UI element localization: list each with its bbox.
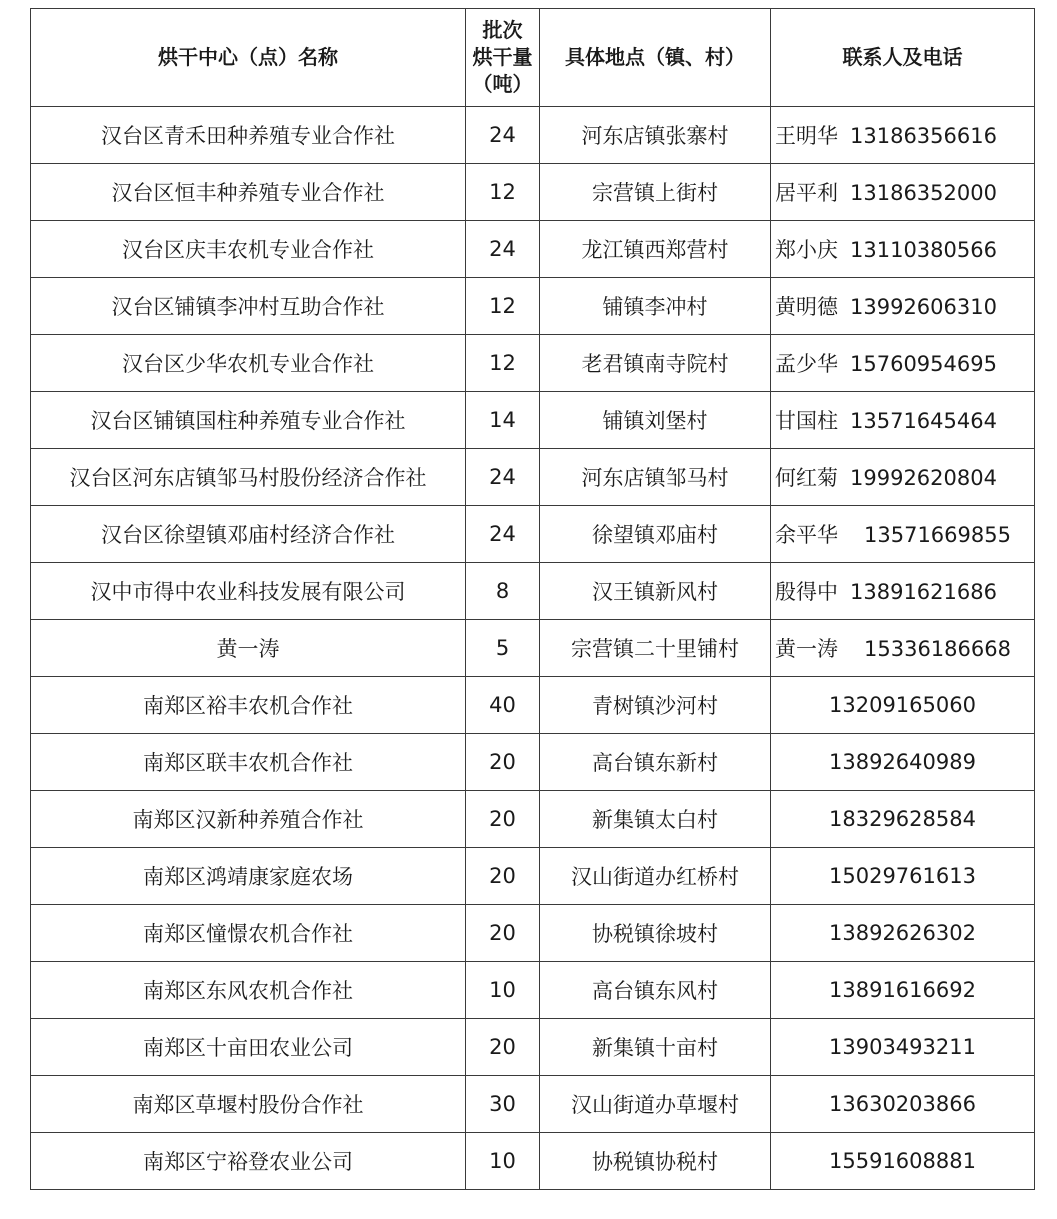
cell-contact xyxy=(771,1076,1035,1133)
cell-location: 高台镇东新村 xyxy=(540,734,771,791)
cell-center-name: 南郑区十亩田农业公司 xyxy=(31,1019,466,1076)
cell-location: 龙江镇西郑营村 xyxy=(540,221,771,278)
table-row xyxy=(31,449,1035,506)
contact-phone: 13186356616 xyxy=(850,124,997,148)
cell-location: 铺镇李冲村 xyxy=(540,278,771,335)
cell-contact xyxy=(771,677,1035,734)
cell-capacity: 24 xyxy=(466,506,540,563)
cell-center-name: 汉台区河东店镇邹马村股份经济合作社 xyxy=(31,449,466,506)
table-row xyxy=(31,506,1035,563)
cell-location: 协税镇徐坡村 xyxy=(540,905,771,962)
cell-capacity: 12 xyxy=(466,278,540,335)
contact-phone: 13992606310 xyxy=(850,295,997,319)
contact-phone: 13891621686 xyxy=(850,580,997,604)
contact-person: 黄明德 xyxy=(775,295,838,319)
cell-capacity: 12 xyxy=(466,335,540,392)
cell-center-name: 汉台区铺镇国柱种养殖专业合作社 xyxy=(31,392,466,449)
cell-location: 青树镇沙河村 xyxy=(540,677,771,734)
cell-contact xyxy=(771,734,1035,791)
cell-center-name: 南郑区东风农机合作社 xyxy=(31,962,466,1019)
cell-location: 老君镇南寺院村 xyxy=(540,335,771,392)
contact-person: 何红菊 xyxy=(775,466,838,490)
cell-capacity: 12 xyxy=(466,164,540,221)
cell-contact xyxy=(771,392,1035,449)
table-row xyxy=(31,335,1035,392)
contact-phone: 15591608881 xyxy=(829,1149,976,1173)
cell-capacity: 20 xyxy=(466,791,540,848)
contact-phone: 15029761613 xyxy=(829,864,976,888)
contact-person: 居平利 xyxy=(775,181,838,205)
cell-location: 铺镇刘堡村 xyxy=(540,392,771,449)
cell-location: 汉山街道办草堰村 xyxy=(540,1076,771,1133)
cell-center-name: 汉台区青禾田种养殖专业合作社 xyxy=(31,107,466,164)
table-row xyxy=(31,620,1035,677)
contact-person: 黄一涛 xyxy=(775,637,838,661)
contact-person: 郑小庆 xyxy=(775,238,838,262)
table-row xyxy=(31,905,1035,962)
table-row xyxy=(31,848,1035,905)
header-capacity-line: 批次 xyxy=(482,18,523,42)
cell-capacity: 5 xyxy=(466,620,540,677)
cell-location: 新集镇太白村 xyxy=(540,791,771,848)
cell-center-name: 南郑区汉新种养殖合作社 xyxy=(31,791,466,848)
cell-capacity: 24 xyxy=(466,221,540,278)
cell-location: 河东店镇张寨村 xyxy=(540,107,771,164)
contact-phone: 19992620804 xyxy=(850,466,997,490)
table-row xyxy=(31,1019,1035,1076)
contact-phone: 13209165060 xyxy=(829,693,976,717)
cell-center-name: 汉台区少华农机专业合作社 xyxy=(31,335,466,392)
contact-phone: 13186352000 xyxy=(850,181,997,205)
cell-contact xyxy=(771,563,1035,620)
cell-capacity: 8 xyxy=(466,563,540,620)
cell-location: 宗营镇二十里铺村 xyxy=(540,620,771,677)
cell-center-name: 汉台区庆丰农机专业合作社 xyxy=(31,221,466,278)
cell-capacity: 20 xyxy=(466,1019,540,1076)
cell-location: 新集镇十亩村 xyxy=(540,1019,771,1076)
cell-center-name: 南郑区鸿靖康家庭农场 xyxy=(31,848,466,905)
cell-contact xyxy=(771,335,1035,392)
cell-capacity: 40 xyxy=(466,677,540,734)
cell-contact xyxy=(771,449,1035,506)
cell-contact xyxy=(771,848,1035,905)
cell-location: 协税镇协税村 xyxy=(540,1133,771,1190)
cell-center-name: 南郑区联丰农机合作社 xyxy=(31,734,466,791)
header-row xyxy=(31,9,1035,107)
contact-phone: 13892640989 xyxy=(829,750,976,774)
cell-location: 河东店镇邹马村 xyxy=(540,449,771,506)
contact-phone: 13891616692 xyxy=(829,978,976,1002)
header-capacity-line: 烘干量 xyxy=(472,45,533,69)
cell-center-name: 南郑区草堰村股份合作社 xyxy=(31,1076,466,1133)
cell-location: 汉王镇新风村 xyxy=(540,563,771,620)
header-location: 具体地点（镇、村） xyxy=(540,9,771,107)
table-row xyxy=(31,677,1035,734)
contact-phone: 13571645464 xyxy=(850,409,997,433)
cell-center-name: 汉台区铺镇李冲村互助合作社 xyxy=(31,278,466,335)
cell-contact xyxy=(771,905,1035,962)
cell-center-name: 南郑区憧憬农机合作社 xyxy=(31,905,466,962)
contact-phone: 13903493211 xyxy=(829,1035,976,1059)
table-row xyxy=(31,392,1035,449)
contact-person: 余平华 xyxy=(775,523,838,547)
cell-capacity: 20 xyxy=(466,905,540,962)
cell-center-name: 汉中市得中农业科技发展有限公司 xyxy=(31,563,466,620)
cell-capacity: 10 xyxy=(466,962,540,1019)
cell-center-name: 南郑区宁裕登农业公司 xyxy=(31,1133,466,1190)
header-capacity xyxy=(466,9,540,107)
contact-phone: 13110380566 xyxy=(850,238,997,262)
table-row xyxy=(31,791,1035,848)
cell-location: 宗营镇上街村 xyxy=(540,164,771,221)
cell-contact xyxy=(771,278,1035,335)
contact-phone: 18329628584 xyxy=(829,807,976,831)
header-name: 烘干中心（点）名称 xyxy=(31,9,466,107)
contact-phone: 15760954695 xyxy=(850,352,997,376)
table-row xyxy=(31,962,1035,1019)
table-row xyxy=(31,1133,1035,1190)
contact-phone: 13892626302 xyxy=(829,921,976,945)
cell-contact xyxy=(771,1019,1035,1076)
cell-location: 汉山街道办红桥村 xyxy=(540,848,771,905)
cell-contact xyxy=(771,791,1035,848)
header-capacity-line: （吨） xyxy=(472,72,533,96)
cell-contact xyxy=(771,1133,1035,1190)
cell-center-name: 黄一涛 xyxy=(31,620,466,677)
cell-capacity: 24 xyxy=(466,449,540,506)
cell-contact xyxy=(771,107,1035,164)
cell-center-name: 汉台区徐望镇邓庙村经济合作社 xyxy=(31,506,466,563)
table-row xyxy=(31,221,1035,278)
table-row xyxy=(31,278,1035,335)
table-row xyxy=(31,107,1035,164)
cell-capacity: 30 xyxy=(466,1076,540,1133)
header-contact: 联系人及电话 xyxy=(771,9,1035,107)
contact-phone: 15336186668 xyxy=(864,637,1011,661)
cell-contact xyxy=(771,620,1035,677)
table-row xyxy=(31,164,1035,221)
table-body xyxy=(31,107,1035,1190)
cell-capacity: 14 xyxy=(466,392,540,449)
cell-capacity: 20 xyxy=(466,734,540,791)
cell-center-name: 汉台区恒丰种养殖专业合作社 xyxy=(31,164,466,221)
cell-contact xyxy=(771,221,1035,278)
contact-phone: 13571669855 xyxy=(864,523,1011,547)
cell-contact xyxy=(771,962,1035,1019)
cell-contact xyxy=(771,164,1035,221)
contact-person: 甘国柱 xyxy=(775,409,838,433)
contact-person: 王明华 xyxy=(775,124,838,148)
contact-phone: 13630203866 xyxy=(829,1092,976,1116)
table-row xyxy=(31,563,1035,620)
cell-capacity: 20 xyxy=(466,848,540,905)
contact-person: 殷得中 xyxy=(775,580,838,604)
table-row xyxy=(31,734,1035,791)
drying-center-table xyxy=(30,8,1035,1190)
table-header xyxy=(31,9,1035,107)
cell-location: 徐望镇邓庙村 xyxy=(540,506,771,563)
contact-person: 孟少华 xyxy=(775,352,838,376)
cell-capacity: 24 xyxy=(466,107,540,164)
cell-center-name: 南郑区裕丰农机合作社 xyxy=(31,677,466,734)
table-row xyxy=(31,1076,1035,1133)
cell-location: 高台镇东风村 xyxy=(540,962,771,1019)
cell-contact xyxy=(771,506,1035,563)
cell-capacity: 10 xyxy=(466,1133,540,1190)
